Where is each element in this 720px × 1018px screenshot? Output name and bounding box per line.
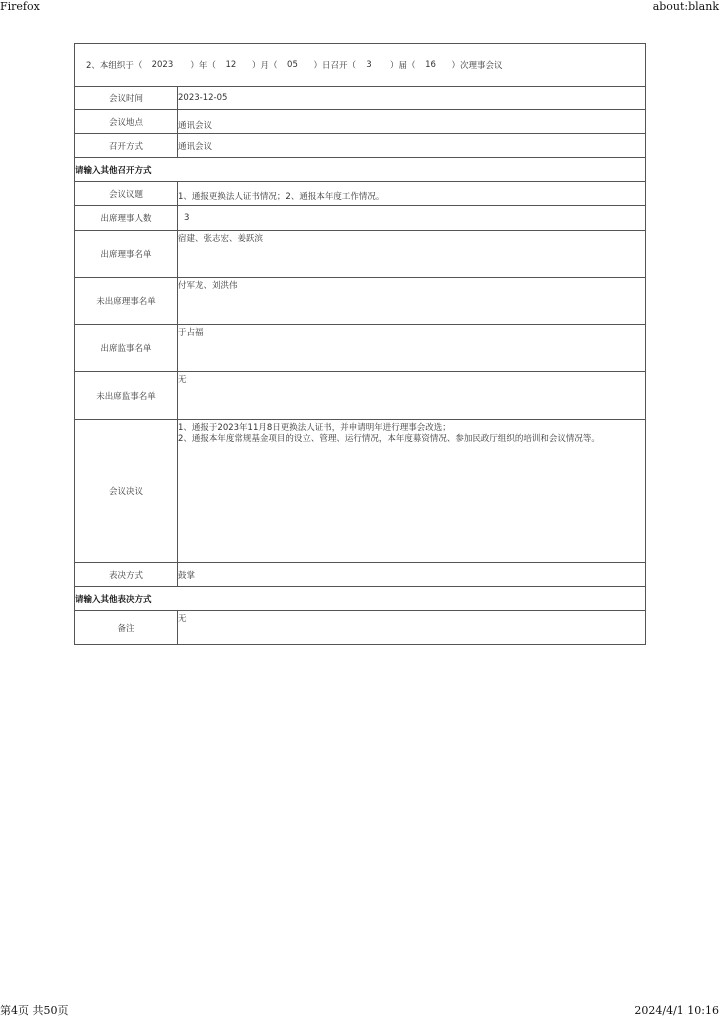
header-day: 05 [287,60,298,70]
value-meeting-method: 通讯会议 [178,134,646,158]
row-vote [75,563,646,587]
section-other-method: 请输入其他召开方式 [75,158,646,182]
value-attendees: 宿建、张志宏、姜跃滨 [178,231,646,278]
row-resolution [75,420,646,563]
label-absentees: 未出席理事名单 [75,278,178,325]
label-meeting-place: 会议地点 [75,110,178,134]
header-month-suffix: ）月（ [251,61,278,71]
label-meeting-method: 召开方式 [75,134,178,158]
label-absent-supervisors: 未出席监事名单 [75,372,178,420]
header-year: 2023 [151,60,174,70]
row-supervisors [75,325,646,372]
row-attendees [75,231,646,278]
value-supervisors: 于占福 [178,325,646,372]
header-prefix: 2、本组织于（ [86,61,143,71]
meeting-record-table [74,43,646,645]
value-absentees: 付军龙、刘洪伟 [178,278,646,325]
row-other-vote [75,587,646,611]
row-attend-count [75,206,646,231]
row-meeting-method [75,134,646,158]
header-count-suffix: ）次理事会议 [451,61,503,71]
row-meeting-place [75,110,646,134]
print-footer-datetime: 2024/4/1 10:16 [634,1004,719,1017]
label-meeting-time: 会议时间 [75,87,178,110]
label-supervisors: 出席监事名单 [75,325,178,372]
label-meeting-topics: 会议议题 [75,182,178,206]
label-attendees: 出席理事名单 [75,231,178,278]
row-other-method [75,158,646,182]
print-footer-page: 第4页 共50页 [0,1004,69,1017]
header-session-suffix: ）届（ [389,61,416,71]
value-meeting-place: 通讯会议 [178,110,646,134]
meeting-header-row [75,44,646,87]
value-vote: 鼓掌 [178,563,646,587]
value-meeting-time: 2023-12-05 [178,87,646,110]
row-absentees [75,278,646,325]
row-absent-supervisors [75,372,646,420]
value-resolution [178,420,646,563]
value-remarks: 无 [178,611,646,645]
header-year-suffix: ）年（ [190,61,216,71]
meeting-header-line [75,59,645,71]
label-attend-count: 出席理事人数 [75,206,178,231]
value-attend-count: 3 [178,206,646,231]
label-remarks: 备注 [75,611,178,645]
label-vote: 表决方式 [75,563,178,587]
row-meeting-topics [75,182,646,206]
header-count: 16 [425,60,436,70]
value-absent-supervisors: 无 [178,372,646,420]
resolution-line-2: 2、通报本年度常规基金项目的设立、管理、运行情况，本年度募资情况、参加民政厅组织的培训和会议情况等。 [178,434,600,444]
print-header-app: Firefox [0,0,40,13]
section-other-vote: 请输入其他表决方式 [75,587,646,611]
header-session: 3 [366,60,372,70]
print-header-url: about:blank [652,0,719,13]
resolution-line-1: 1、通报于2023年11月8日更换法人证书，并申请明年进行理事会改选； [178,423,451,433]
value-meeting-topics: 1、通报更换法人证书情况；2、通报本年度工作情况。 [178,182,646,206]
row-meeting-time [75,87,646,110]
header-month: 12 [225,60,237,70]
row-remarks [75,611,646,645]
label-resolution: 会议决议 [75,420,178,563]
header-day-suffix: ）日召开（ [313,61,356,71]
